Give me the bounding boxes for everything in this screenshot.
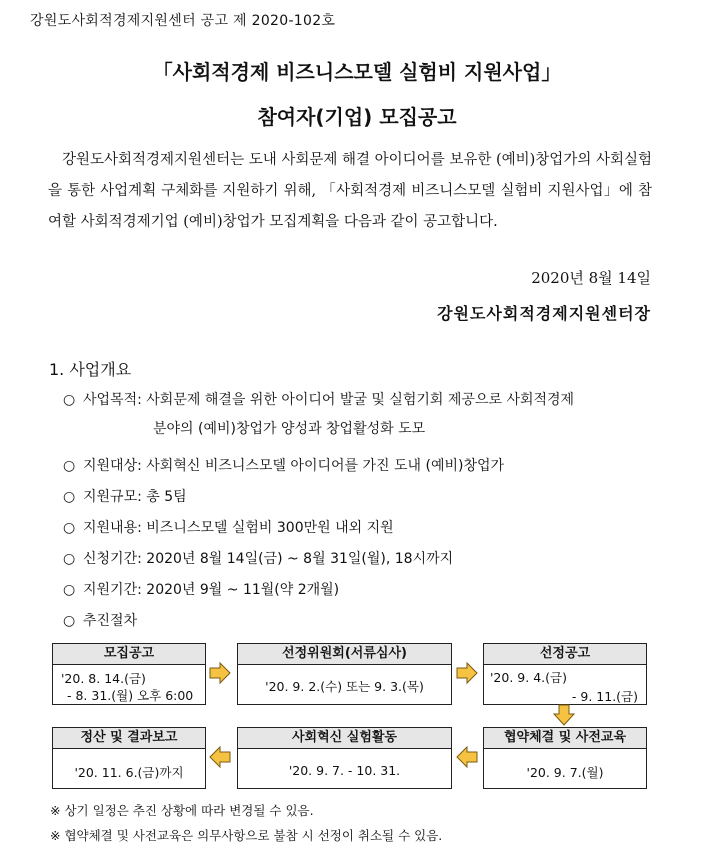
- item-text: 사회혁신 비즈니스모델 아이디어를 가진 도내 (예비)창업가: [146, 458, 505, 474]
- process-date-line1: '20. 11. 6.(금)까지: [74, 765, 184, 780]
- item-procedure: [63, 610, 137, 630]
- item-text: 2020년 9월 ~ 11월(약 2개월): [146, 582, 340, 598]
- process-title: 선정위원회(서류심사): [238, 644, 451, 665]
- item-label: 사업목적:: [83, 392, 142, 408]
- process-box-recruit: [52, 643, 206, 705]
- process-box-settlement: [52, 727, 206, 789]
- note-mandatory-training: ※ 협약체결 및 사전교육은 의무사항으로 불참 시 선정이 취소될 수 있음.: [50, 828, 443, 843]
- arrow-left-icon: [208, 745, 232, 769]
- process-date-line2: - 9. 11.(금): [571, 689, 638, 704]
- item-text: 비즈니스모델 실험비 300만원 내외 지원: [146, 520, 394, 536]
- process-title: 모집공고: [53, 644, 205, 665]
- process-title: 정산 및 결과보고: [53, 728, 205, 749]
- process-box-agreement: [483, 727, 647, 789]
- item-label: 지원내용:: [83, 520, 142, 536]
- item-content: [63, 517, 394, 537]
- note-schedule-change: ※ 상기 일정은 추진 상황에 따라 변경될 수 있음.: [50, 803, 314, 818]
- notice-date: 2020년 8월 14일: [531, 269, 651, 287]
- process-date-line1: '20. 9. 7.(월): [526, 765, 604, 780]
- item-label: 추진절차: [83, 613, 138, 629]
- item-label: 지원기간:: [83, 582, 142, 598]
- title-line1: 「사회적경제 비즈니스모델 실험비 지원사업」: [152, 60, 562, 84]
- item-label: 지원규모:: [83, 489, 142, 505]
- item-scale: [63, 486, 187, 506]
- process-date-line1: '20. 9. 2.(수) 또는 9. 3.(목): [265, 679, 424, 694]
- notice-number: 강원도사회적경제지원센터 공고 제 2020-102호: [30, 13, 336, 29]
- bullet-circle: ○: [63, 458, 76, 474]
- bullet-circle: ○: [63, 489, 76, 505]
- bullet-circle: ○: [63, 520, 76, 536]
- item-label: 지원대상:: [83, 458, 142, 474]
- organization-name: 강원도사회적경제지원센터장: [437, 304, 651, 323]
- process-title: 협약체결 및 사전교육: [484, 728, 646, 749]
- process-date-line1: '20. 8. 14.(금): [61, 671, 146, 686]
- item-label: 신청기간:: [83, 551, 142, 567]
- process-box-selection: [483, 643, 647, 705]
- arrow-down-icon: [552, 704, 576, 726]
- item-text: 총 5팀: [146, 489, 187, 505]
- arrow-right-icon: [455, 661, 479, 685]
- bullet-circle: ○: [63, 392, 76, 408]
- bullet-circle: ○: [63, 582, 76, 598]
- item-text: 사회문제 해결을 위한 아이디어 발굴 및 실험기회 제공으로 사회적경제: [146, 392, 575, 408]
- bullet-circle: ○: [63, 551, 76, 567]
- item-support-period: [63, 579, 339, 599]
- process-box-experiment: [237, 727, 452, 789]
- item-purpose: [63, 389, 574, 409]
- process-box-committee: [237, 643, 452, 705]
- process-title: 사회혁신 실험활동: [238, 728, 451, 749]
- item-target: [63, 455, 504, 475]
- bullet-circle: ○: [63, 613, 76, 629]
- process-title: 선정공고: [484, 644, 646, 665]
- process-date-line1: '20. 9. 7. - 10. 31.: [288, 763, 401, 778]
- section-title: 1. 사업개요: [49, 360, 132, 379]
- item-application-period: [63, 548, 453, 568]
- item-purpose-cont: 분야의 (예비)창업가 양성과 창업활성화 도모: [153, 421, 426, 437]
- arrow-left-icon: [455, 745, 479, 769]
- intro-paragraph: [48, 145, 652, 238]
- process-date-line1: '20. 9. 4.(금): [490, 670, 567, 685]
- item-text: 2020년 8월 14일(금) ~ 8월 31일(월), 18시까지: [146, 551, 454, 567]
- intro-text: 강원도사회적경제지원센터는 도내 사회문제 해결 아이디어를 보유한 (예비)창업가의 사회실험을 통한 사업계획 구체화를 지원하기 위해, 「사회적경제 비즈니스모델 실험비 지원사업」에 참여할 사회적경제기업 (예비)창업가 모집계획을 다음과 같이 공고합니다.: [48, 152, 652, 230]
- process-date-line2: - 8. 31.(월) 오후 6:00: [67, 688, 194, 703]
- arrow-right-icon: [208, 661, 232, 685]
- title-line2: 참여자(기업) 모집공고: [257, 105, 457, 129]
